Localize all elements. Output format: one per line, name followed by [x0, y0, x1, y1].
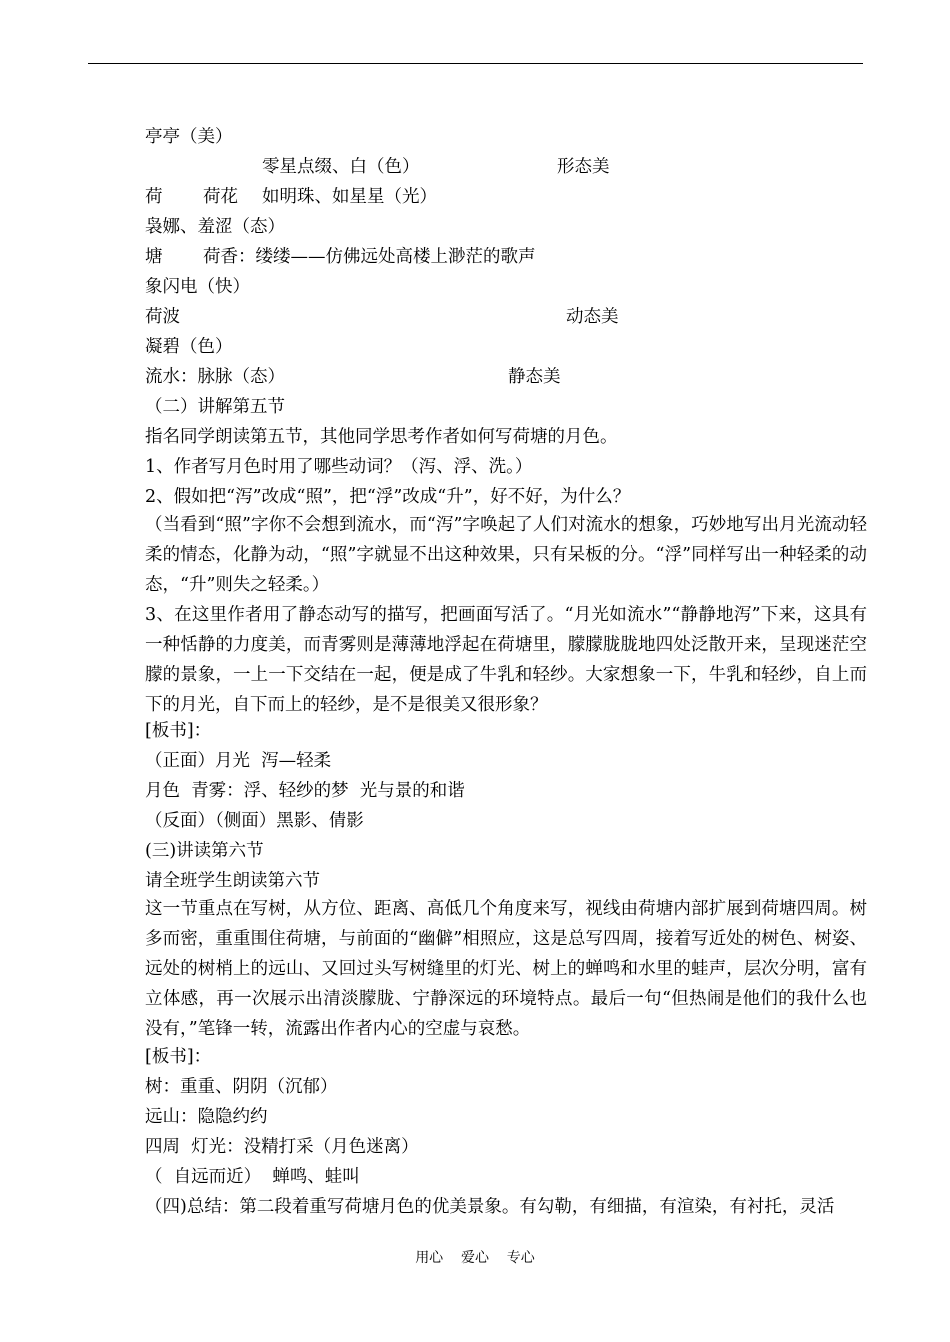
- board-line: 远山：隐隐约约: [145, 1107, 268, 1127]
- board-line: （ 自远而近） 蝉鸣、蛙叫: [145, 1167, 360, 1187]
- section-heading: (三)讲读第六节: [145, 841, 264, 861]
- diagram-line: 荷波: [145, 307, 180, 327]
- section-heading: （二）讲解第五节: [145, 397, 285, 417]
- question-paragraph: 3、在这里作者用了静态动写的描写，把画面写活了。“月光如流水”“静静地泻”下来，这具有一种恬静的力度美，而青雾则是薄薄地浮起在荷塘里，朦朦胧胧地四处泛散开来，呈现迷茫空朦的景象，一上一下交结在一起，便是成了牛乳和轻纱。大家想象一下，牛乳和轻纱，自上而下的月光，自下而上的轻纱，是不是很美又很形象？: [145, 605, 867, 715]
- diagram-line: 零星点缀、白（色）: [262, 157, 420, 177]
- body-paragraph: 这一节重点在写树，从方位、距离、高低几个角度来写，视线由荷塘内部扩展到荷塘四周。树多而密，重重围住荷塘，与前面的“幽僻”相照应，这是总写四周，接着写近处的树色、树姿、远处的树梢上的远山、又回过头写树缝里的灯光、树上的蝉鸣和水里的蛙声，层次分明，富有立体感，再一次展示出清淡朦胧、宁静深远的环境特点。最后一句“但热闹是他们的我什么也没有，”笔锋一转，流露出作者内心的空虚与哀愁。: [145, 899, 867, 1039]
- paragraph: 请全班学生朗读第六节: [145, 871, 320, 891]
- diagram-line: 亭亭（美）: [145, 127, 233, 147]
- board-label: [板书]：: [145, 721, 212, 741]
- summary-line: （四)总结：第二段着重写荷塘月色的优美景象。有勾勒，有细描，有渲染，有衬托，灵活: [145, 1197, 835, 1217]
- board-label: [板书]：: [145, 1047, 212, 1067]
- diagram-line: 荷香：缕缕——仿佛远处高楼上渺茫的歌声: [203, 247, 536, 267]
- diagram-line: 袅娜、羞涩（态）: [145, 217, 285, 237]
- question: 1、作者写月色时用了哪些动词？（泻、浮、洗。）: [145, 457, 533, 477]
- diagram-line: 流水：脉脉（态）: [145, 367, 285, 387]
- board-line: （反面）（侧面）黑影、倩影: [145, 811, 364, 831]
- board-line: 月色 青雾：浮、轻纱的梦 光与景的和谐: [145, 781, 465, 801]
- diagram-category: 静态美: [508, 367, 561, 387]
- question: 2、假如把“泻”改成“照”，把“浮”改成“升”，好不好，为什么？: [145, 487, 631, 507]
- diagram-category: 形态美: [557, 157, 610, 177]
- board-line: 树：重重、阴阴（沉郁）: [145, 1077, 338, 1097]
- header-rule: [88, 63, 863, 64]
- diagram-line: 如明珠、如星星（光）: [262, 187, 437, 207]
- board-line: 四周 灯光：没精打采（月色迷离）: [145, 1137, 419, 1157]
- board-line: （正面）月光 泻—轻柔: [145, 751, 332, 771]
- paragraph: 指名同学朗读第五节，其他同学思考作者如何写荷塘的月色。: [145, 427, 618, 447]
- diagram-root-char: 塘: [145, 247, 163, 267]
- diagram-branch: 荷花: [203, 187, 238, 207]
- diagram-category: 动态美: [566, 307, 619, 327]
- answer-paragraph: （当看到“照”字你不会想到流水，而“泻”字唤起了人们对流水的想象，巧妙地写出月光流动轻柔的情态，化静为动，“照”字就显不出这种效果，只有呆板的分。“浮”同样写出一种轻柔的动态，“升”则失之轻柔。）: [145, 515, 867, 595]
- diagram-line: 凝碧（色）: [145, 337, 233, 357]
- page-footer: 用心 爱心 专心: [415, 1250, 535, 1266]
- diagram-line: 象闪电（快）: [145, 277, 250, 297]
- diagram-root-char: 荷: [145, 187, 163, 207]
